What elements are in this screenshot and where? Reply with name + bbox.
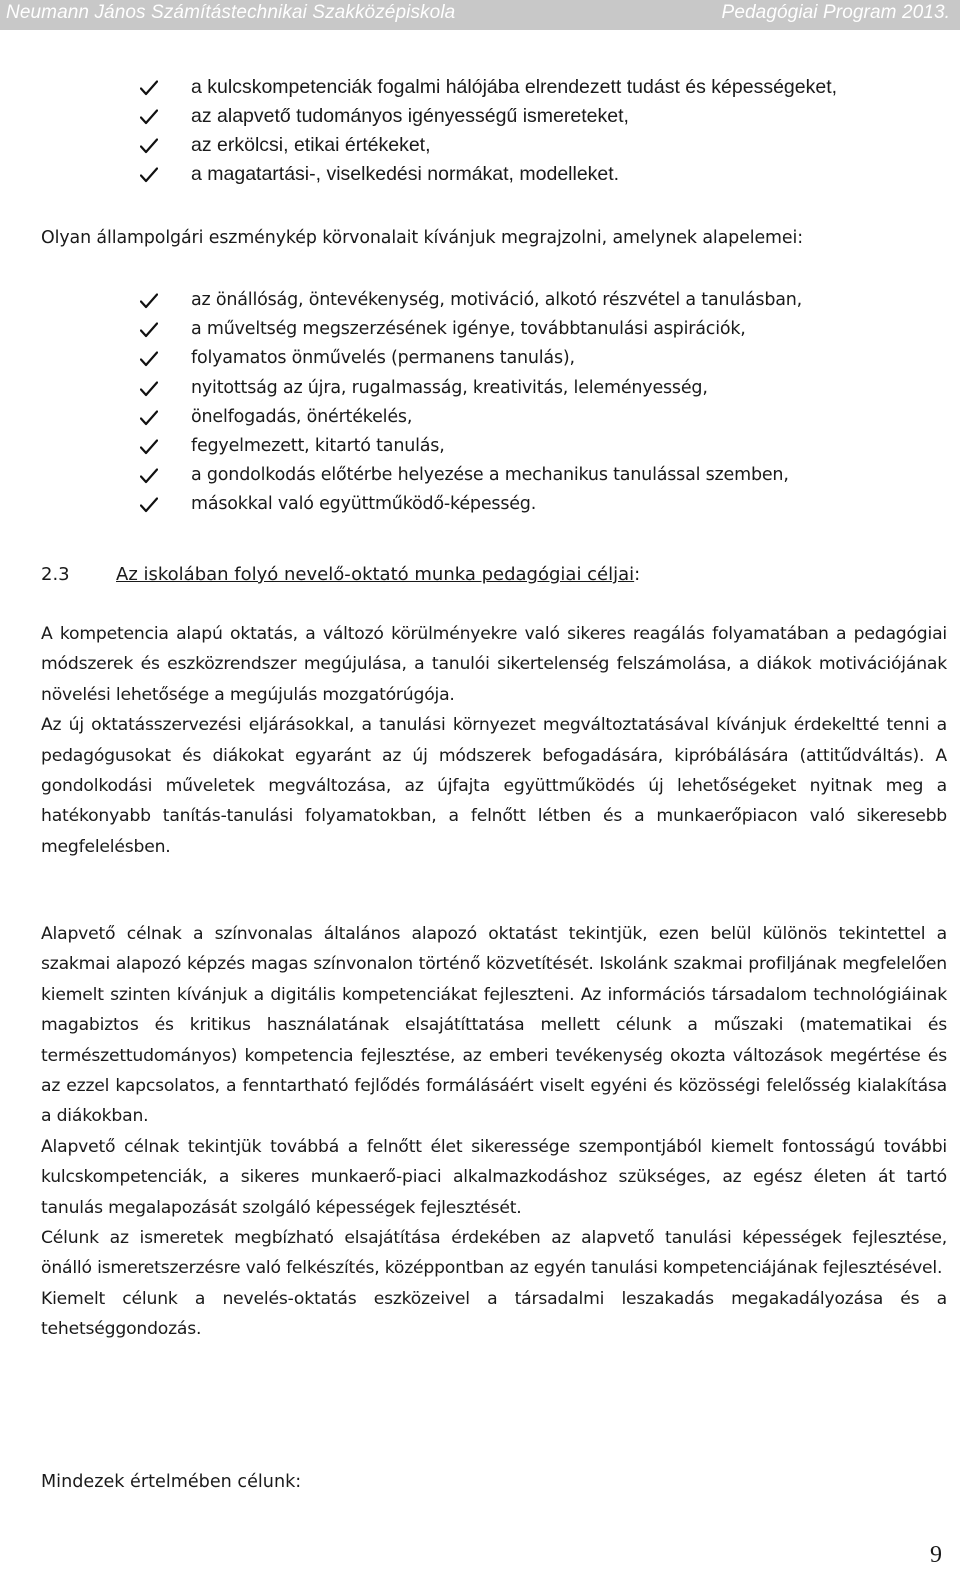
paragraph: Célunk az ismeretek megbízható elsajátítása érdekében az alapvető tanulási képességek fejlesztése, önálló ismeretszerzésre való felkészítés, középpontban az egyén tanulási kompetenciájának fejlesztésével.	[41, 1228, 947, 1279]
closing-line: Mindezek értelmében célunk:	[41, 1472, 302, 1492]
section-title-suffix: :	[634, 564, 641, 585]
paragraph: Alapvető célnak tekintjük továbbá a felnőtt élet sikeressége szempontjából kiemelt fontosságú további kulcskompetenciák, a sikeres munkaerő-piaci alkalmazkodáshoz szükséges, az egész életen át tartó tanulás megalapozását szolgáló képességek fejlesztését.	[41, 1136, 947, 1218]
checkmark-icon	[140, 381, 158, 397]
checkmark-icon	[140, 322, 158, 338]
checkmark-icon	[140, 351, 158, 367]
list-item-text: folyamatos önművelés (permanens tanulás),	[191, 348, 575, 369]
list-item-text: önelfogadás, önértékelés,	[191, 406, 413, 427]
checkmark-icon	[140, 109, 158, 125]
checkmark-icon	[140, 138, 158, 154]
paragraph: Kiemelt célunk a nevelés-oktatás eszközeivel a társadalmi leszakadás megakadályozása és a tehetséggondozás.	[41, 1288, 947, 1340]
list-item-text: fegyelmezett, kitartó tanulás,	[191, 435, 445, 456]
list-item-text: a kulcskompetenciák fogalmi hálójába elrendezett tudást és képességeket,	[191, 76, 838, 98]
section-title: Az iskolában folyó nevelő-oktató munka pedagógiai céljai	[116, 564, 635, 585]
list-item-text: a műveltség megszerzésének igénye, továbbtanulási aspirációk,	[191, 319, 746, 340]
checkmark-icon	[140, 293, 158, 309]
checkmark-icon	[140, 80, 158, 96]
paragraph: Az új oktatásszervezési eljárásokkal, a tanulási környezet megváltoztatásával kívánjuk érdekeltté tenni a pedagógusokat és diákokat egyaránt az új módszerek befogadására, kipróbálására (attitűdváltás). A gondolkodási műveletek megváltozása, az újfajta együttműködés új lehetőségeket nyitnak meg a hatékonyabb tanítás-tanulási folyamatokban, a felnőtt létben és a munkaerőpiacon való sikeresebb megfelelésben.	[41, 715, 947, 857]
list-item-text: az erkölcsi, etikai értékeket,	[191, 134, 431, 156]
section-number: 2.3	[41, 564, 70, 585]
list-item-text: a magatartási-, viselkedési normákat, modelleket.	[191, 163, 620, 185]
page-header	[0, 0, 960, 30]
intro-sentence: Olyan állampolgári eszménykép körvonalait kívánjuk megrajzolni, amelynek alapelemei:	[41, 228, 803, 248]
paragraph-block-1	[41, 619, 947, 862]
checkmark-icon	[140, 439, 158, 455]
list-item-text: az alapvető tudományos igényességű ismereteket,	[191, 105, 629, 127]
checkmark-icon	[140, 410, 158, 426]
header-school-name: Neumann János Számítástechnikai Szakközépiskola	[6, 2, 456, 23]
header-document-title: Pedagógiai Program 2013.	[721, 2, 950, 23]
checkmark-icon	[140, 167, 158, 183]
list-item-text: másokkal való együttműködő-képesség.	[191, 494, 537, 515]
paragraph-block-2	[41, 919, 947, 1345]
list-item-text: nyitottság az újra, rugalmasság, kreativitás, leleményesség,	[191, 377, 708, 398]
checkmark-icon	[140, 497, 158, 513]
list-item-text: a gondolkodás előtérbe helyezése a mechanikus tanulással szemben,	[191, 465, 789, 486]
paragraph: A kompetencia alapú oktatás, a változó körülményekre való sikeres reagálás folyamatában a pedagógiai módszerek és eszközrendszer megújulása, a tanulói sikertelenség felszámolása, a diákok motivációjának növelési lehetősége a megújulás mozgatórúgója.	[41, 624, 947, 705]
list-item-text: az önállóság, öntevékenység, motiváció, alkotó részvétel a tanulásban,	[191, 290, 803, 310]
checkmark-icon	[140, 468, 158, 484]
page-number: 9	[930, 1542, 942, 1568]
section-heading	[41, 564, 640, 585]
paragraph: Alapvető célnak a színvonalas általános alapozó oktatást tekintjük, ezen belül különös tekintettel a szakmai alapozó képzés magas színvonalon történő közvetítését. Iskolánk szakmai profiljának megfelelően kiemelt szinten kívánjuk a digitális kompetenciákat fejleszteni. Az információs társadalom technológiáinak magabiztos és kritikus használatának elsajátíttatása mellett célunk a műszaki (matematikai és természettudományos) kompetencia fejlesztése, az emberi tevékenység okozta változások megértése és az ezzel kapcsolatos, a fenntartható fejlődés formálásáért viselt egyéni és közösségi felelősség kialakítása a diákokban.	[41, 924, 947, 1127]
